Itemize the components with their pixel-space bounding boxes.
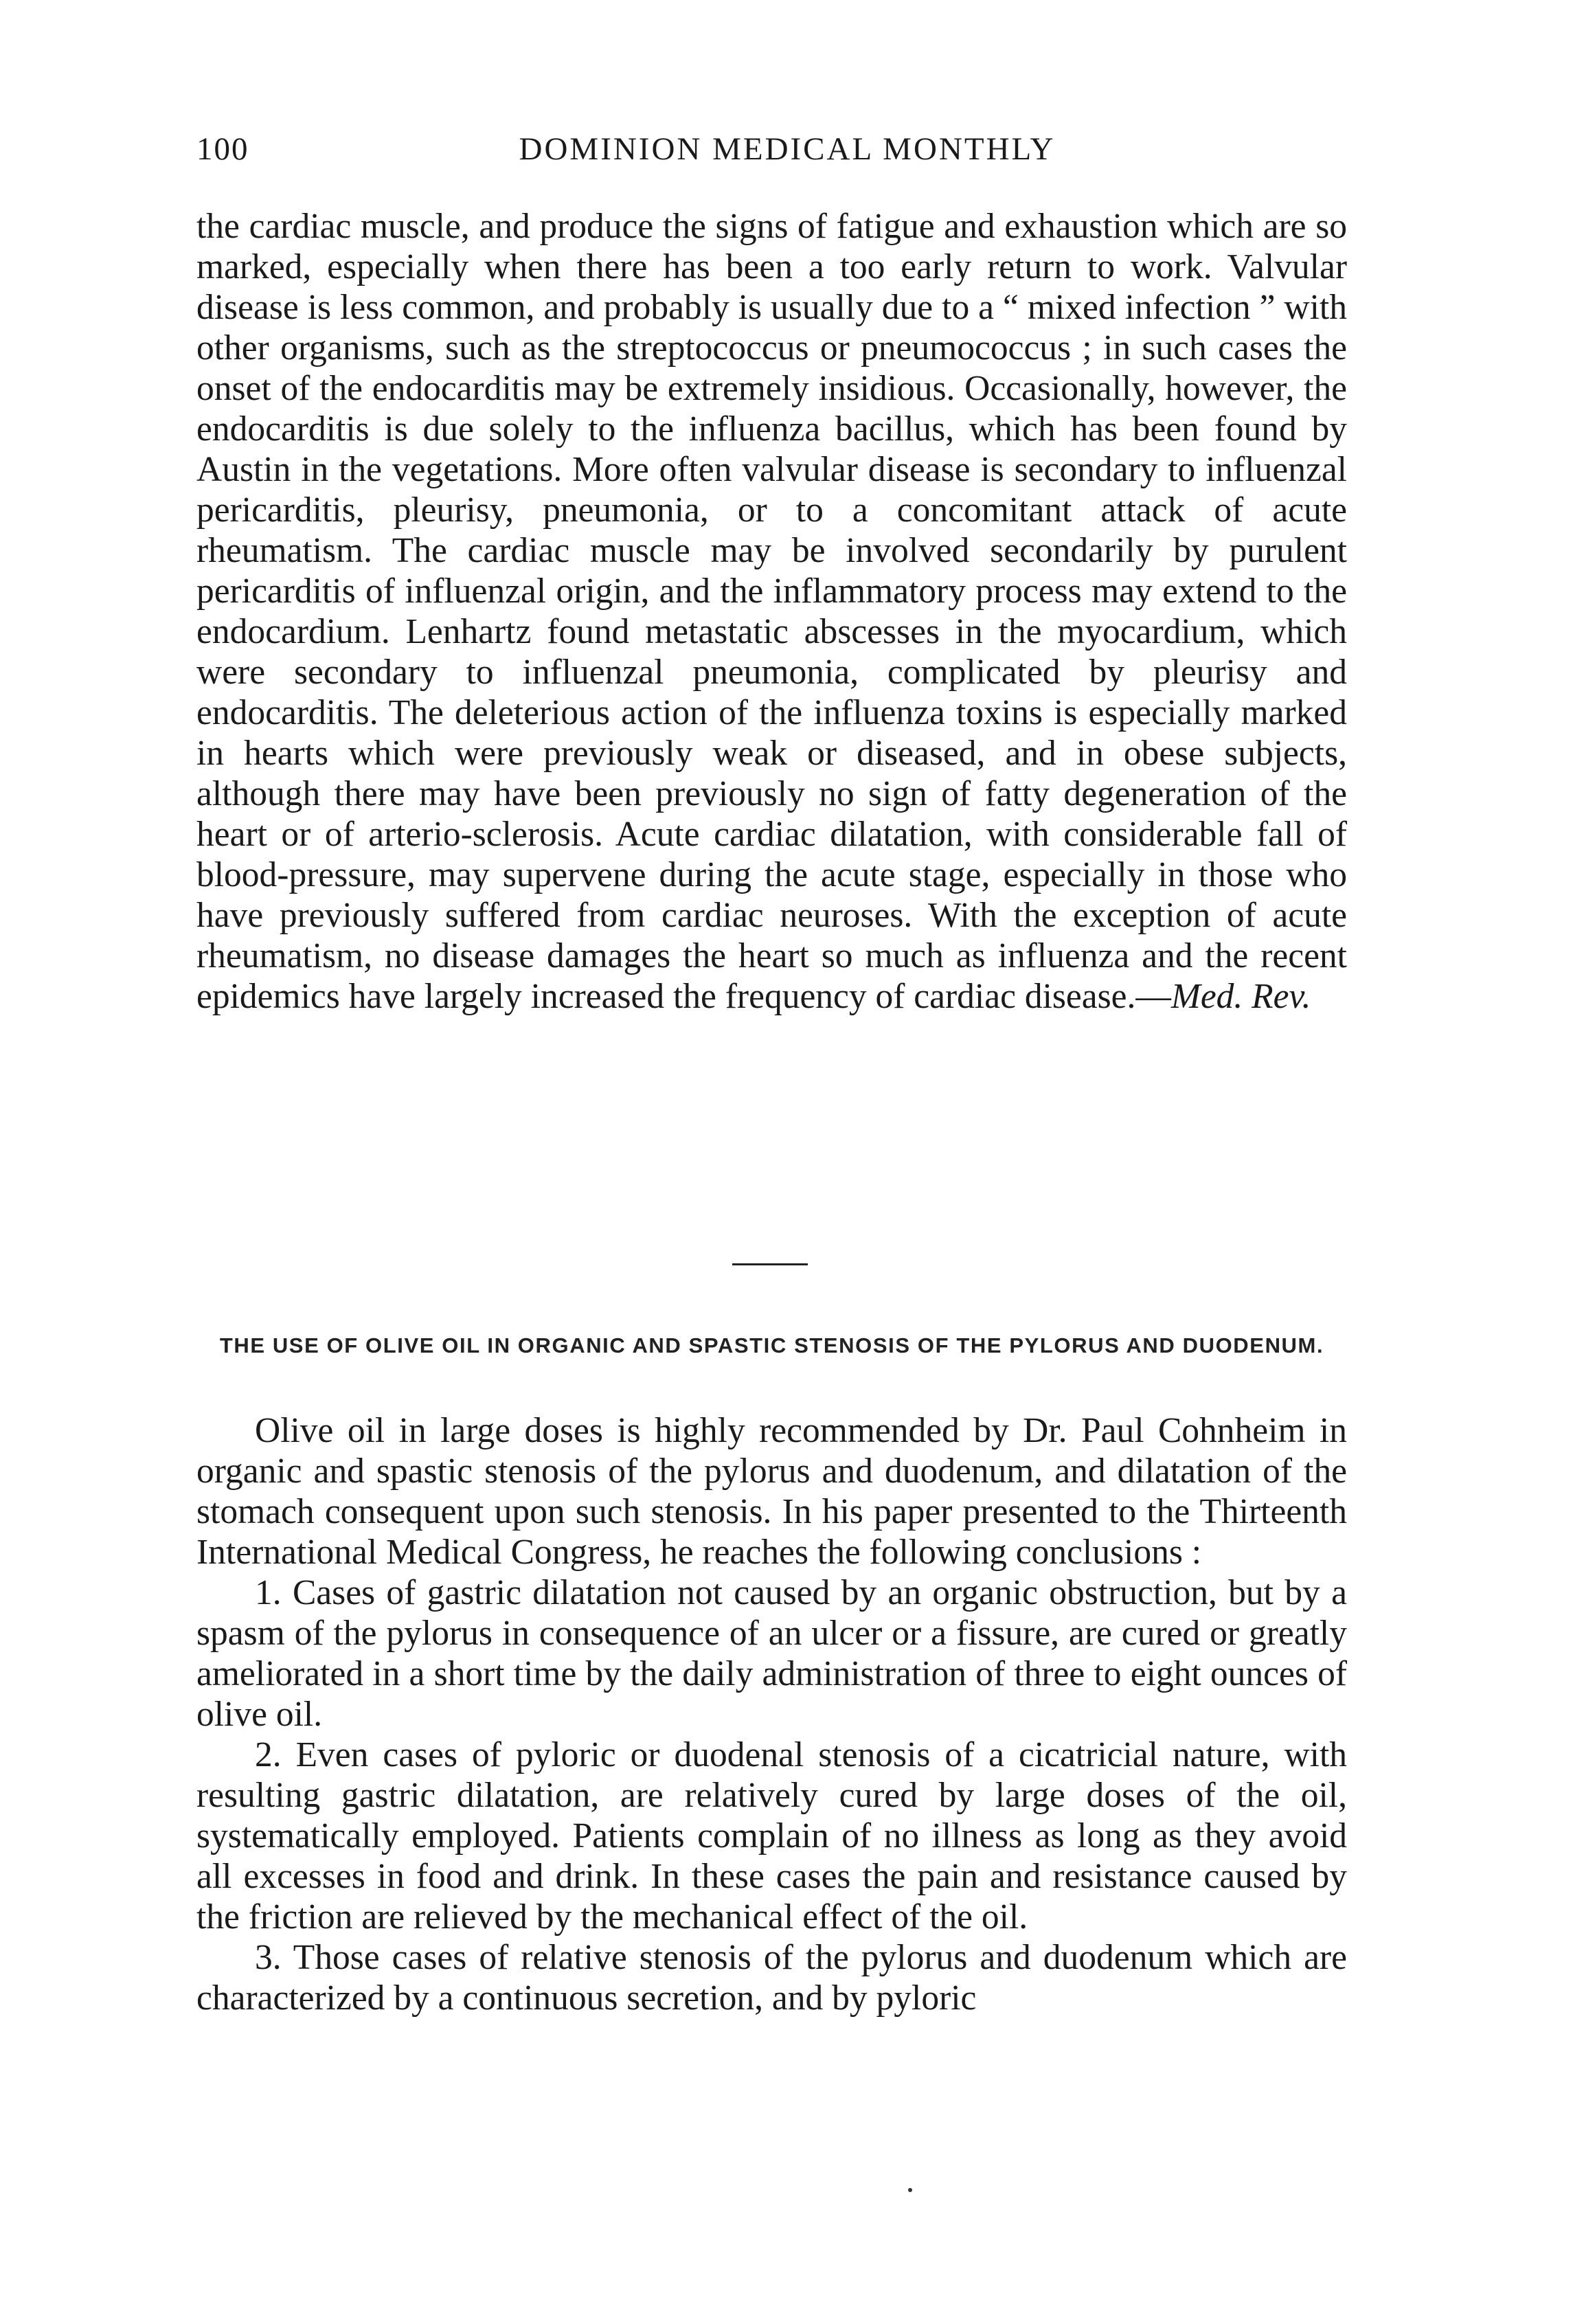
citation: Med. Rev. [1170, 977, 1311, 1016]
section-intro: Olive oil in large doses is highly recommended by Dr. Paul Cohnheim in organic and spastic stenosis of the pylorus and duodenum, and dilatation of the stomach consequent upon such stenosis. In his paper presented to the Thirteenth International Medical Congress, he reaches the following conclusions : [196, 1411, 1347, 1572]
conclusion-item-2: 2. Even cases of pyloric or duodenal stenosis of a cicatricial nature, with resulting gastric dilatation, are relatively cured by large doses of the oil, systematically employed. Patients complain of no illness as long as they avoid all excesses in food and drink. In these cases the pain and resistance caused by the friction are relieved by the mechanical effect of the oil. [196, 1735, 1347, 1937]
article-paragraph-text: the cardiac muscle, and produce the signs of fatigue and exhaustion which are so marked, especially when there has been a too early return to work. Valvular disease is less common, and probably is usually due to a “ mixed infection ” with other organisms, such as the streptococcus or pneumococcus ; in such cases the onset of the endocarditis may be extremely insidious. Occasionally, however, the endocarditis is due solely to the influenza bacillus, which has been found by Austin in the vegetations. More often valvular disease is secondary to influenzal pericarditis, pleurisy, pneumonia, or to a concomitant attack of acute rheumatism. The cardiac muscle may be involved secondarily by purulent pericarditis of influenzal origin, and the inflammatory process may extend to the endocardium. Lenhartz found metastatic abscesses in the myocardium, which were secondary to influenzal pneumonia, complicated by pleurisy and endocarditis. The deleterious action of the influenza toxins is especially marked in hearts which were previously weak or diseased, and in obese subjects, although there may have been previously no sign of fatty degeneration of the heart or of arterio-sclerosis. Acute cardiac dilatation, with considerable fall of blood-pressure, may supervene during the acute stage, especially in those who have previously suffered from cardiac neuroses. With the exception of acute rheumatism, no disease damages the heart so much as influenza and the recent epidemics have largely increased the frequency of cardiac disease.— [196, 207, 1347, 1016]
running-head [196, 131, 1350, 172]
page-number: 100 [196, 131, 249, 167]
section-heading: THE USE OF OLIVE OIL IN ORGANIC AND SPASTIC STENOSIS OF THE PYLORUS AND DUODENUM. [219, 1333, 1324, 1357]
article-paragraph [196, 206, 1347, 1017]
section-body [196, 1410, 1347, 2018]
article-continuation [196, 206, 1347, 1017]
journal-title: DOMINION MEDICAL MONTHLY [519, 131, 1056, 167]
print-mark [908, 2188, 912, 2192]
conclusion-item-1: 1. Cases of gastric dilatation not caused by an organic obstruction, but by a spasm of the pylorus in consequence of an ulcer or a fissure, are cured or greatly ameliorated in a short time by the daily administration of three to eight ounces of olive oil. [196, 1573, 1347, 1734]
conclusion-item-3: 3. Those cases of relative stenosis of the pylorus and duodenum which are characterized by a continuous secretion, and by pyloric [196, 1938, 1347, 2018]
section-divider [732, 1263, 808, 1265]
